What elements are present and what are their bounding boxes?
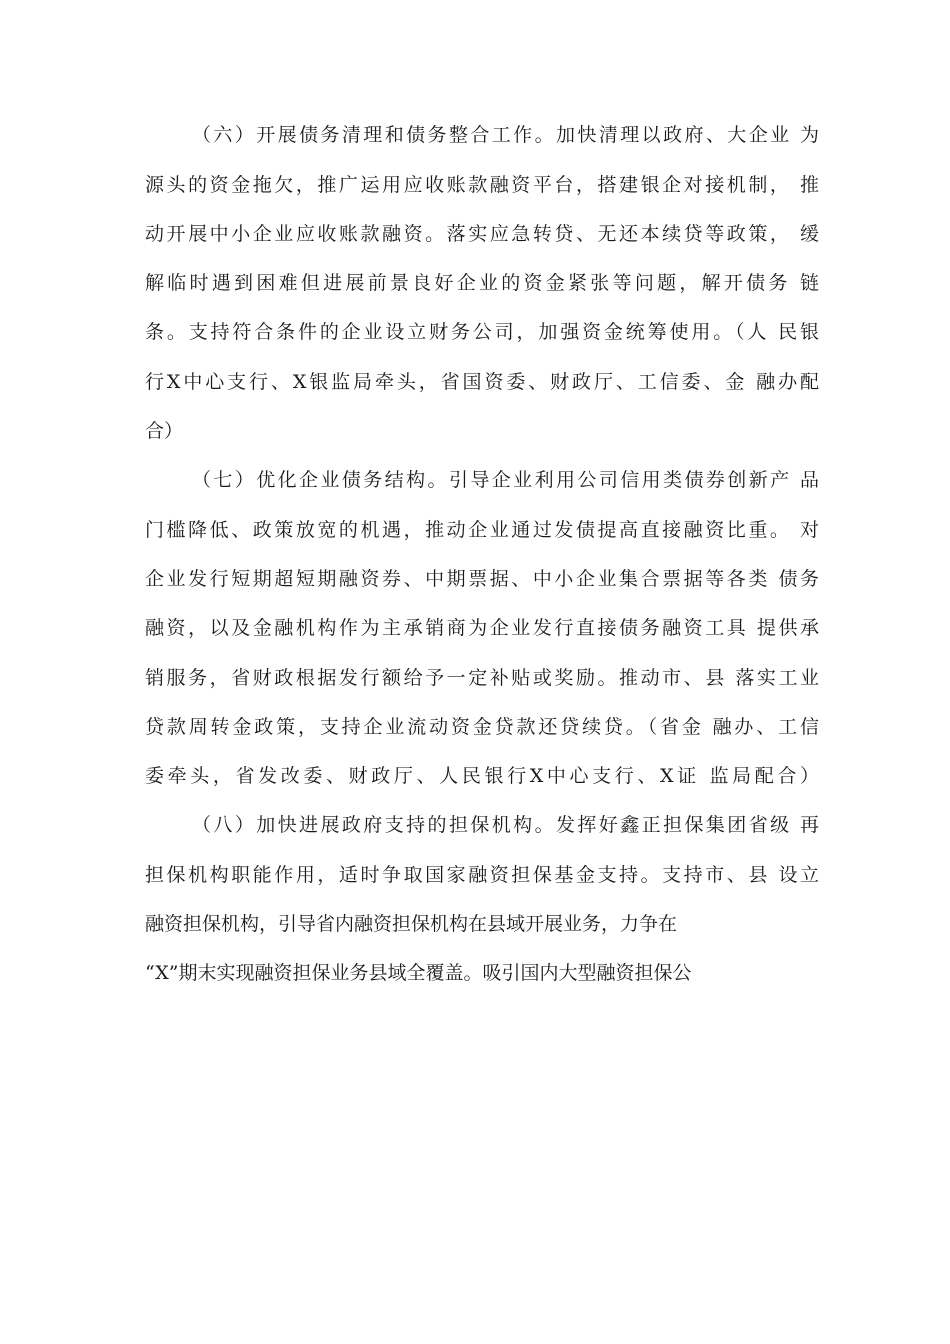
text-line: 委牵头，省发改委、财政厅、人民银行X中心支行、X证 监局配合） <box>145 765 819 787</box>
text-line: 合） <box>145 420 184 442</box>
text-line: （七）优化企业债务结构。引导企业利用公司信用类债券创新产 品 <box>192 469 819 491</box>
text-line: 融资，以及金融机构作为主承销商为企业发行直接债务融资工具 提供承 <box>145 617 819 639</box>
text-line: 条。支持符合条件的企业设立财务公司，加强资金统筹使用。（人 民银 <box>145 321 819 343</box>
text-line: “X”期末实现融资担保业务县域全覆盖。吸引国内大型融资担保公 <box>145 962 692 984</box>
text-line: 销服务，省财政根据发行额给予一定补贴或奖励。推动市、县 落实工业 <box>145 667 819 689</box>
text-line: 融资担保机构，引导省内融资担保机构在县域开展业务，力争在 <box>145 913 678 935</box>
text-line: 解临时遇到困难但进展前景良好企业的资金紧张等问题，解开债务 链 <box>145 272 819 294</box>
text-line: 动开展中小企业应收账款融资。落实应急转贷、无还本续贷等政策， 缓 <box>145 223 819 245</box>
text-line: 企业发行短期超短期融资券、中期票据、中小企业集合票据等各类 债务 <box>145 568 819 590</box>
text-line: 门槛降低、政策放宽的机遇，推动企业通过发债提高直接融资比重。 对 <box>145 519 819 541</box>
text-line: 行X中心支行、X银监局牵头，省国资委、财政厅、工信委、金 融办配 <box>145 371 819 393</box>
text-line: 贷款周转金政策，支持企业流动资金贷款还贷续贷。（省金 融办、工信 <box>145 716 819 738</box>
text-line: （八）加快进展政府支持的担保机构。发挥好鑫正担保集团省级 再 <box>192 814 819 836</box>
text-line: 担保机构职能作用，适时争取国家融资担保基金支持。支持市、县 设立 <box>145 864 819 886</box>
text-line: （六）开展债务清理和债务整合工作。加快清理以政府、大企业 为 <box>192 124 819 146</box>
text-line: 源头的资金拖欠，推广运用应收账款融资平台，搭建银企对接机制， 推 <box>145 174 819 196</box>
